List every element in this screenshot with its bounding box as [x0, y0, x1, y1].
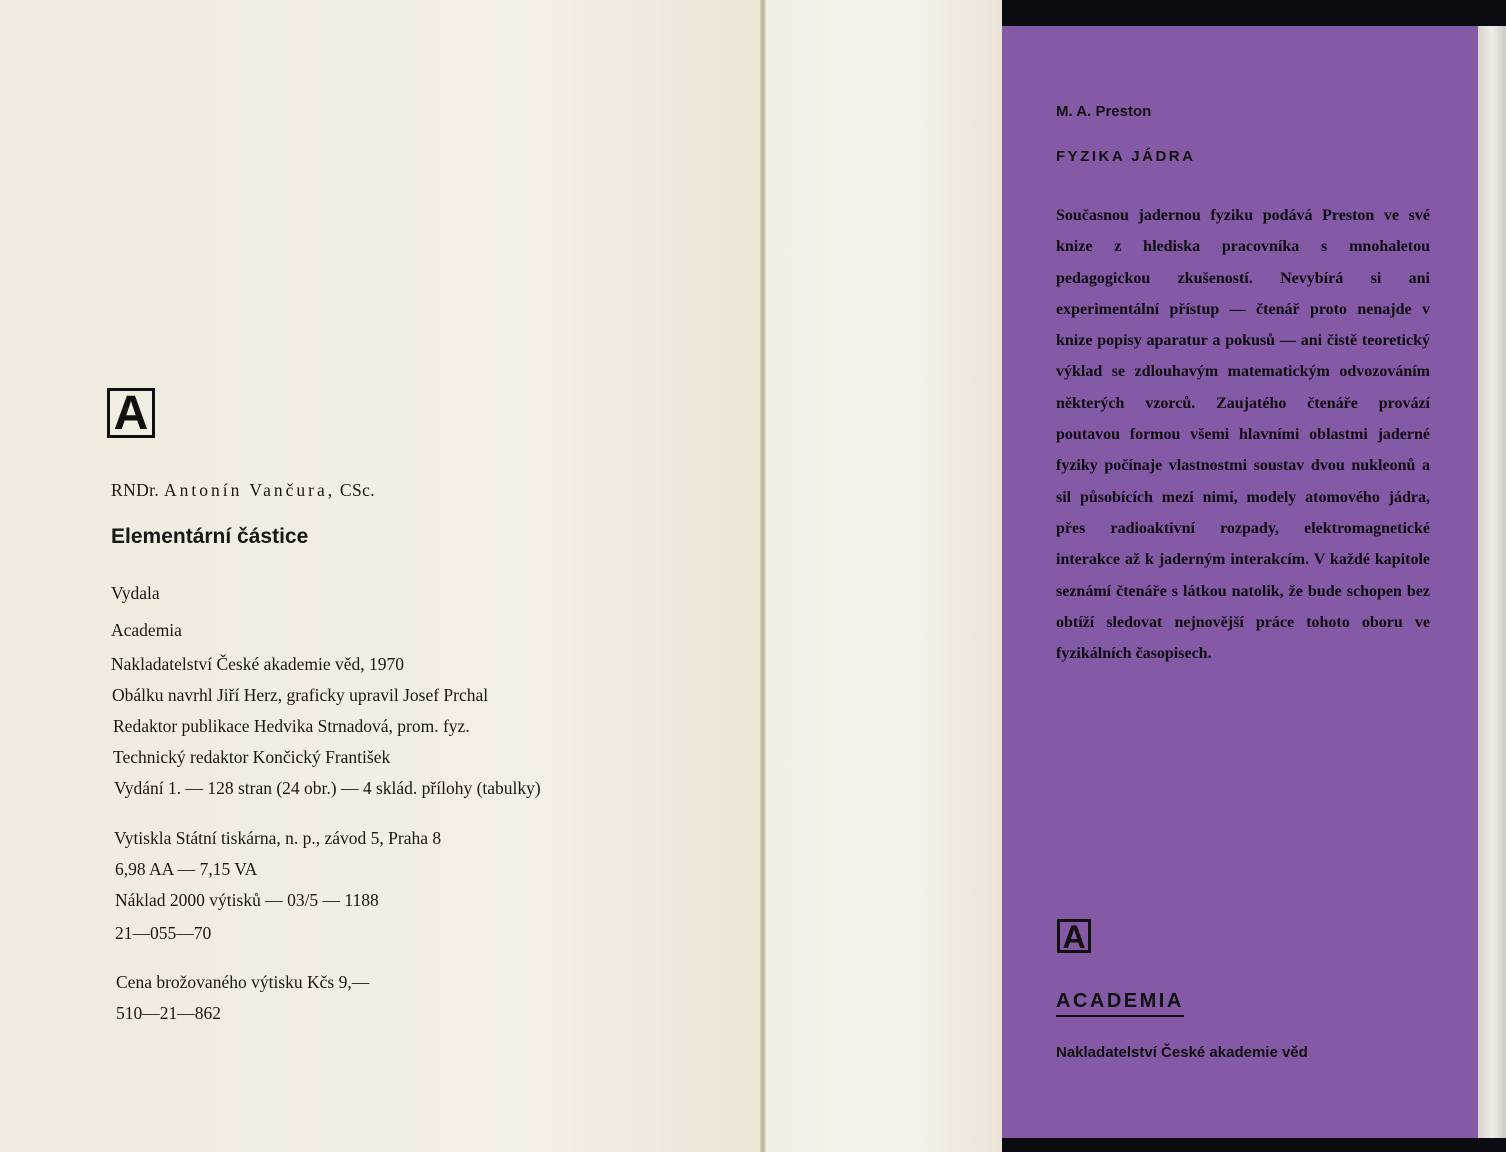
back-cover-title: FYZIKA JÁDRA	[1056, 148, 1196, 165]
code-number: 21—055—70	[115, 923, 212, 943]
author-suffix: CSc.	[339, 480, 376, 500]
author-line	[111, 480, 375, 501]
tech-editor-credit: Technický redaktor Končický František	[113, 747, 391, 767]
sheets-info: 6,98 AA — 7,15 VA	[115, 859, 258, 879]
publisher: Academia	[111, 620, 182, 640]
catalog-number: 510—21—862	[116, 1003, 221, 1023]
back-cover-blurb: Současnou jadernou fyziku podává Preston ve své knize z hlediska pracovníka s mnohaletou pedagogickou zkušeností. Nevybírá si ani experimentální přístup — čtenář proto nenajde v knize popisy aparatur a pokusů — ani čistě teoretický výklad se zdlouhavým matematickým odvozováním některých vzorců. Zaujatého čtenáře provází poutavou formou všemi hlavními oblastmi jaderné fyziky počínaje vlastnostmi soustav dvou nukleonů a sil působících mezi nimi, modely atomového jádra, přes radioaktivní rozpady, elektromagnetické interakce až k jaderným interakcím. V každé kapitole seznámí čtenáře s látkou natolik, že bude schopen bez obtíží sledovat nejnovější práce tohoto oboru ve fyzikálních časopisech.	[1056, 207, 1430, 663]
academia-logo-icon: A	[107, 388, 155, 438]
cover-design-credit: Obálku navrhl Jiří Herz, graficky upravil Josef Prchal	[112, 685, 489, 705]
author-name: Antonín Vančura,	[163, 480, 336, 500]
book-title: Elementární částice	[111, 525, 309, 548]
edition-info: Vydání 1. — 128 stran (24 obr.) — 4 sklád. přílohy (tabulky)	[114, 778, 541, 798]
back-cover-publisher: ACADEMIA	[1056, 990, 1184, 1017]
back-cover-publisher-full: Nakladatelství České akademie věd	[1056, 1044, 1308, 1061]
academia-logo-small-icon: A	[1057, 919, 1091, 953]
published-by: Vydala	[111, 583, 160, 603]
cover-edge	[1478, 26, 1506, 1138]
print-run: Náklad 2000 výtisků — 03/5 — 1188	[115, 890, 379, 910]
price: Cena brožovaného výtisku Kčs 9,—	[116, 972, 370, 992]
editor-credit: Redaktor publikace Hedvika Strnadová, prom. fyz.	[113, 716, 470, 736]
blank-flyleaf	[766, 0, 1002, 1152]
printer-info: Vytiskla Státní tiskárna, n. p., závod 5, Praha 8	[114, 828, 442, 848]
back-cover-author: M. A. Preston	[1056, 103, 1152, 120]
author-prefix: RNDr.	[111, 480, 160, 500]
publisher-full: Nakladatelství České akademie věd, 1970	[111, 654, 405, 674]
